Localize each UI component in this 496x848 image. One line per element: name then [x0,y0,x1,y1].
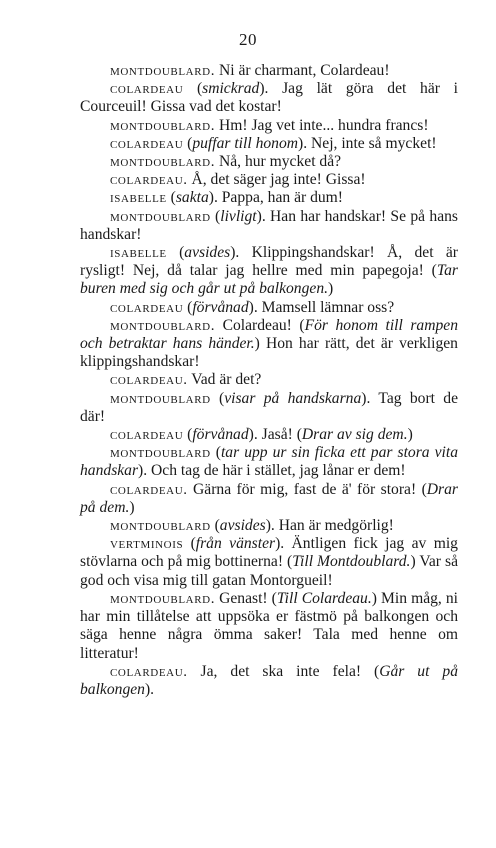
dialogue-line [80,208,458,244]
dialogue-line [80,299,458,317]
dialogue-line [80,390,458,426]
speaker-name: isabelle [110,190,167,207]
dialogue-text-run: ( [183,535,196,553]
speaker-name: colardeau [110,427,184,444]
stage-direction: avsides [184,244,231,262]
dialogue-text-run: ). Jag lät göra det här i Courceuil! Gissa vad det kostar! [80,80,459,116]
dialogue-line [80,189,458,207]
dialogue-text-run: ). Pappa, han är dum! [208,189,344,207]
dialogue-text-run: ( [210,207,221,225]
dialogue-text-run: ). Och tag de här i stället, jag lånar er dem! [138,462,406,480]
dialogue-text-run: ) Hon har rätt, det är verkligen klippingshandskar! [80,335,458,371]
dialogue-text-run: ( [210,444,221,462]
speaker-name: vertminois [110,536,184,553]
speaker-name: montdoublard. [110,590,216,607]
dialogue-line [80,517,458,535]
dialogue-text-run: Colardeau! ( [215,316,305,334]
speaker-name: montdoublard. [110,117,216,134]
dialogue-text-run: ( [183,134,193,152]
speaker-name: colardeau. [110,481,188,498]
speaker-name: colardeau [110,299,184,316]
speaker-name: colardeau. [110,372,188,389]
dialogue-text-run: ). Nej, inte så mycket! [298,134,437,152]
page-number: 20 [239,30,257,49]
speaker-name: colardeau [110,135,184,152]
stage-direction: tar upp ur sin ficka ett par stora vita handskar [80,444,458,480]
dialogue-text-run: Ja, det ska inte fela! ( [187,662,380,680]
dialogue-text-run: ). Han är medgörlig! [265,517,394,535]
dialogue-text [80,62,458,699]
dialogue-text-run: ( [166,189,176,207]
dialogue-text-run: ( [183,80,203,98]
dialogue-text-run: ). Klippingshandskar! Å, det är rysligt! Nej, då talar jag hellre med min papegoja! ( [80,244,458,280]
dialogue-text-run: Vad är det? [187,371,262,389]
dialogue-line [80,426,458,444]
stage-direction: sakta [175,189,209,207]
dialogue-line [80,244,458,299]
dialogue-line [80,135,458,153]
stage-direction: Till Colardeau. [276,589,372,607]
speaker-name: montdoublard [110,518,211,535]
dialogue-text-run: ) [328,280,334,298]
dialogue-text-run: Genast! ( [215,589,277,607]
speaker-name: montdoublard. [110,154,216,171]
dialogue-line [80,444,458,480]
speaker-name: colardeau [110,81,184,98]
dialogue-line [80,153,458,171]
dialogue-text-run: Hm! Jag vet inte... hundra francs! [215,116,429,134]
speaker-name: montdoublard [110,208,211,225]
stage-direction: För honom till rampen och betraktar hans händer. [80,316,458,353]
dialogue-line [80,481,458,517]
dialogue-text-run: Å, det säger jag inte! Gissa! [187,171,366,189]
speaker-name: montdoublard. [110,317,216,334]
stage-direction: förvånad [192,426,249,444]
stage-direction: visar på handskarna [224,389,362,407]
dialogue-line [80,371,458,389]
stage-direction: Tar buren med sig och går ut på balkongen. [80,262,458,298]
stage-direction: Går ut på balkongen [80,662,458,698]
stage-direction: Drar på dem. [80,480,458,516]
dialogue-line [80,663,458,699]
dialogue-line [80,317,458,372]
dialogue-line [80,117,458,135]
dialogue-text-run: ). Mamsell lämnar oss? [248,298,395,316]
dialogue-line [80,171,458,189]
speaker-name: colardeau. [110,663,188,680]
speaker-name: montdoublard [110,390,211,407]
dialogue-text-run: Nå, hur mycket då? [215,153,342,171]
stage-direction: från vänster [195,535,276,553]
stage-direction: avsides [219,517,266,535]
dialogue-text-run: ( [210,389,225,407]
dialogue-text-run: ). Äntligen fick jag av mig stövlarna och på mig bottinerna! ( [80,535,458,571]
dialogue-text-run: Ni är charmant, Colardeau! [215,62,390,79]
dialogue-text-run: ( [183,298,193,316]
stage-direction: livligt [220,207,257,225]
speaker-name: montdoublard [110,445,211,462]
dialogue-text-run: ). [144,680,155,698]
dialogue-text-run: ( [210,517,220,535]
dialogue-line [80,80,458,116]
dialogue-line [80,590,458,663]
dialogue-text-run: ) [129,498,135,516]
dialogue-text-run: ) Var så god och visa mig till gatan Montorgueil! [80,553,458,589]
dialogue-text-run: ) Min måg, ni har min tillåtelse att uppsöka er fästmö på balkongen och säga henne några ömma saker! Tala med henne om litteratur! [80,589,458,662]
stage-direction: Drar av sig dem. [301,426,408,444]
stage-direction: smickrad [202,80,260,98]
speaker-name: colardeau. [110,172,188,189]
dialogue-line [80,535,458,590]
dialogue-text-run: ). Tag bort de där! [80,389,459,425]
dialogue-text-run: ( [166,244,185,262]
speaker-name: isabelle [110,245,167,262]
stage-direction: Till Montdoublard. [292,553,411,571]
dialogue-text-run: ). Jaså! ( [248,426,302,444]
dialogue-text-run: ) [407,426,413,444]
dialogue-text-run: ( [183,426,193,444]
stage-direction: förvånad [192,298,249,316]
speaker-name: montdoublard. [110,63,216,79]
dialogue-text-run: Gärna för mig, fast de ä' för stora! ( [187,480,427,498]
dialogue-text-run: ). Han har handskar! Se på hans handskar! [80,207,458,243]
dialogue-line [80,62,458,80]
stage-direction: puffar till honom [192,134,299,152]
